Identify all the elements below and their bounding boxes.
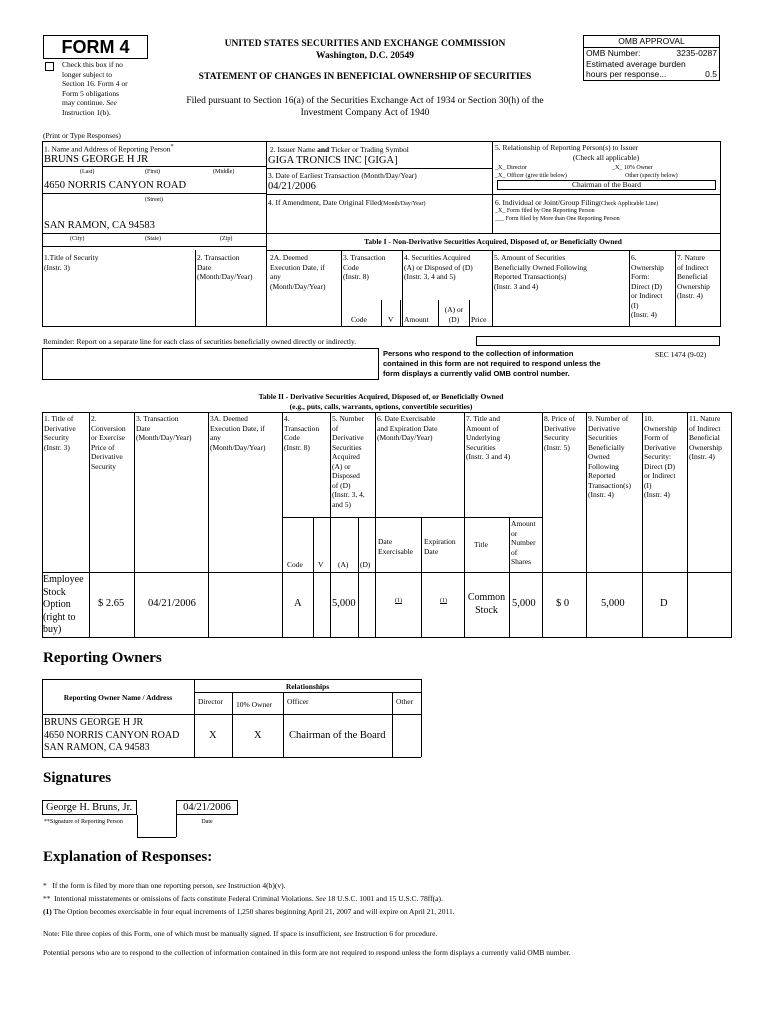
signature-date: 04/21/2006: [183, 802, 231, 813]
t2-col-nature: 11. Nature of Indirect Beneficial Ownership (Instr. 4): [689, 414, 722, 461]
explanation-potential: Potential persons who are to respond to the collection of information contained in this form are not required to respond unless the form displays a currently valid OMB number.: [43, 948, 571, 957]
t2-col-code: 4. Transaction Code (Instr. 8): [284, 414, 320, 452]
reporting-person-city: SAN RAMON, CA 94583: [44, 220, 155, 231]
t2-row-acquired: 5,000: [332, 598, 356, 609]
explanation-heading: Explanation of Responses:: [43, 849, 213, 865]
t2-col-price: 8. Price of Derivative Security (Instr. 5): [544, 414, 576, 452]
sec-code: SEC 1474 (9-02): [655, 350, 707, 359]
print-type-note: (Print or Type Responses): [43, 131, 121, 140]
relationship-director: _X_ Director: [495, 165, 527, 171]
t2-col-owned: 9. Number of Derivative Securities Beneficially Owned Following Reported Transaction(s) (Instr. 4): [588, 414, 632, 499]
t2-row-form: D: [660, 598, 668, 609]
ro-col-director: Director: [198, 697, 223, 706]
checkbox-text: Check this box if no longer subject to Section 16. Form 4 or Form 5 obligations may continue. See Instruction 1(b).: [62, 60, 128, 117]
t2-row-security: Employee Stock Option (right to buy): [43, 574, 84, 635]
signature-name: George H. Bruns, Jr.: [46, 802, 133, 813]
ro-director-value: X: [209, 730, 217, 741]
relationship-other: Other (specify below): [625, 173, 678, 179]
issuer-name: GIGA TRONICS INC [GIGA]: [268, 155, 398, 166]
explanation-line-2: ** Intentional misstatements or omissions of facts constitute Federal Criminal Violations. See 18 U.S.C. 1001 and 15 U.S.C. 78ff(a).: [43, 894, 443, 903]
relationship-10pct: _X_ 10% Owner: [612, 165, 653, 171]
officer-title-box: [497, 180, 716, 190]
table1-title: Table I - Non-Derivative Securities Acquired, Disposed of, or Beneficially Owned: [364, 237, 622, 246]
t1-col-nature: 7. Nature of Indirect Beneficial Ownership (Instr. 4): [677, 253, 710, 300]
box3-label: 3. Date of Earliest Transaction (Month/Day/Year): [268, 171, 417, 180]
t2-col-exercisable: 6. Date Exercisable and Expiration Date (Month/Day/Year): [377, 414, 438, 442]
t2-col-form: 10. Ownership Form of Derivative Security: Direct (D) or Indirect (I) (Instr. 4): [644, 414, 677, 499]
t2-row-underlying-title: Common Stock: [467, 592, 506, 616]
officer-title: Chairman of the Board: [572, 180, 641, 189]
ro-col-name: Reporting Owner Name / Address: [63, 693, 173, 702]
ro-col-owner: 10% Owner: [236, 700, 273, 709]
omb-title: OMB APPROVAL: [584, 36, 719, 48]
box5-label: 5. Relationship of Reporting Person(s) to Issuer (Check all applicable): [495, 143, 640, 162]
ro-owner-name: BRUNS GEORGE H JR 4650 NORRIS CANYON ROAD SAN RAMON, CA 94583: [44, 717, 180, 753]
t2-col-conversion: 2. Conversion or Exercise Price of Derivative Security: [91, 414, 126, 471]
filing-option-one: _X_ Form filed by One Reporting Person: [495, 208, 595, 214]
ro-owner-value: X: [254, 730, 262, 741]
reminder-note: Reminder: Report on a separate line for each class of securities beneficially owned directly or indirectly.: [43, 337, 357, 346]
t1-col-title: 1.Title of Security (Instr. 3): [44, 253, 99, 272]
box2-label: 2. Issuer Name and Ticker or Trading Symbol: [270, 145, 409, 154]
box1-label: 1. Name and Address of Reporting Person*: [44, 144, 174, 154]
box6-label: 6. Individual or Joint/Group Filing(Check Applicable Line): [495, 198, 659, 207]
omb-approval-box: OMB APPROVAL OMB Number: 3235-0287 Estimated average burden hours per response... 0.5: [583, 35, 720, 81]
filed-pursuant: Filed pursuant to Section 16(a) of the Securities Exchange Act of 1934 or Section 30(h) of the Investment Company Act of 1940: [186, 96, 544, 118]
t2-col-title: 1. Title of Derivative Security (Instr. 3): [44, 414, 76, 452]
ro-relationships: Relationships: [285, 682, 330, 691]
t2-row-amount: 5,000: [512, 598, 536, 609]
t2-col-underlying: 7. Title and Amount of Underlying Securities (Instr. 3 and 4): [466, 414, 511, 461]
ro-col-officer: Officer: [287, 697, 309, 706]
reporting-person-street: 4650 NORRIS CANYON ROAD: [44, 180, 187, 191]
explanation-line-3: (1) The Option becomes exercisable in four equal increments of 1,250 shares beginning April 21, 2007 and will expire on April 21, 2011.: [43, 907, 455, 916]
form-title: FORM 4: [61, 37, 130, 57]
section16-checkbox[interactable]: [45, 62, 54, 71]
t2-row-price: $ 2.65: [98, 598, 125, 609]
t2-row-owned: 5,000: [601, 598, 625, 609]
date-label: Date: [201, 819, 213, 825]
reporting-owners-heading: Reporting Owners: [43, 650, 162, 666]
t1-col-code: 3. Transaction Code (Instr. 8): [343, 253, 386, 281]
filing-option-multi: ___ Form filed by More than One Reporting Person: [495, 216, 620, 222]
ro-officer-value: Chairman of the Board: [289, 730, 386, 741]
earliest-transaction-date: 04/21/2006: [268, 181, 316, 192]
t1-col-acquired: 4. Securities Acquired (A) or Disposed of (D) (Instr. 3, 4 and 5): [404, 253, 473, 281]
t2-col-number: 5. Number of Derivative Securities Acquired (A) or Disposed of (D) (Instr. 3, 4, and 5): [332, 414, 365, 509]
signature-label: **Signature of Reporting Person: [44, 819, 123, 825]
statement-title: STATEMENT OF CHANGES IN BENEFICIAL OWNERSHIP OF SECURITIES: [198, 72, 532, 82]
box4-label: 4. If Amendment, Date Original Filed(Month/Day/Year): [268, 198, 426, 207]
relationship-officer: _X_ Officer (give title below): [495, 173, 567, 179]
t2-col-deemed: 3A. Deemed Execution Date, if any (Month/Day/Year): [210, 414, 266, 452]
footnote-link-expiration[interactable]: (1): [440, 598, 447, 604]
signatures-heading: Signatures: [43, 770, 112, 786]
t1-col-deemed: 2A. Deemed Execution Date, if any (Month/Day/Year): [270, 253, 326, 291]
table2-title: Table II - Derivative Securities Acquired, Disposed of, or Beneficially Owned (e.g., puts, calls, warrants, options, convertible securities): [258, 392, 504, 411]
t1-col-amount: 5. Amount of Securities Beneficially Owned Following Reported Transaction(s) (Instr. 3 and 4): [494, 253, 587, 291]
explanation-note: Note: File three copies of this Form, one of which must be manually signed. If space is insufficient, see Instruction 6 for procedure.: [43, 929, 438, 938]
agency-header: UNITED STATES SECURITIES AND EXCHANGE COMMISSION Washington, D.C. 20549: [224, 39, 506, 61]
t2-row-date: 04/21/2006: [148, 598, 196, 609]
reporting-person-name: BRUNS GEORGE H JR: [44, 154, 149, 165]
t2-col-date: 3. Transaction Date (Month/Day/Year): [136, 414, 192, 442]
persons-notice: Persons who respond to the collection of information contained in this form are not required to respond unless the form displays a currently valid OMB control number.: [383, 349, 601, 378]
ro-col-other: Other: [396, 697, 414, 706]
footnote-link-exercisable[interactable]: (1): [395, 598, 402, 604]
explanation-line-1: * If the form is filed by more than one reporting person, see Instruction 4(b)(v).: [43, 881, 286, 890]
t1-col-date: 2. Transaction Date (Month/Day/Year): [197, 253, 253, 281]
form-title-box: [43, 35, 148, 59]
t1-col-ownership: 6. Ownership Form: Direct (D) or Indirect (I) (Instr. 4): [631, 253, 664, 319]
t2-row-deriv-price: $ 0: [556, 598, 570, 609]
t2-row-code: A: [294, 598, 302, 609]
